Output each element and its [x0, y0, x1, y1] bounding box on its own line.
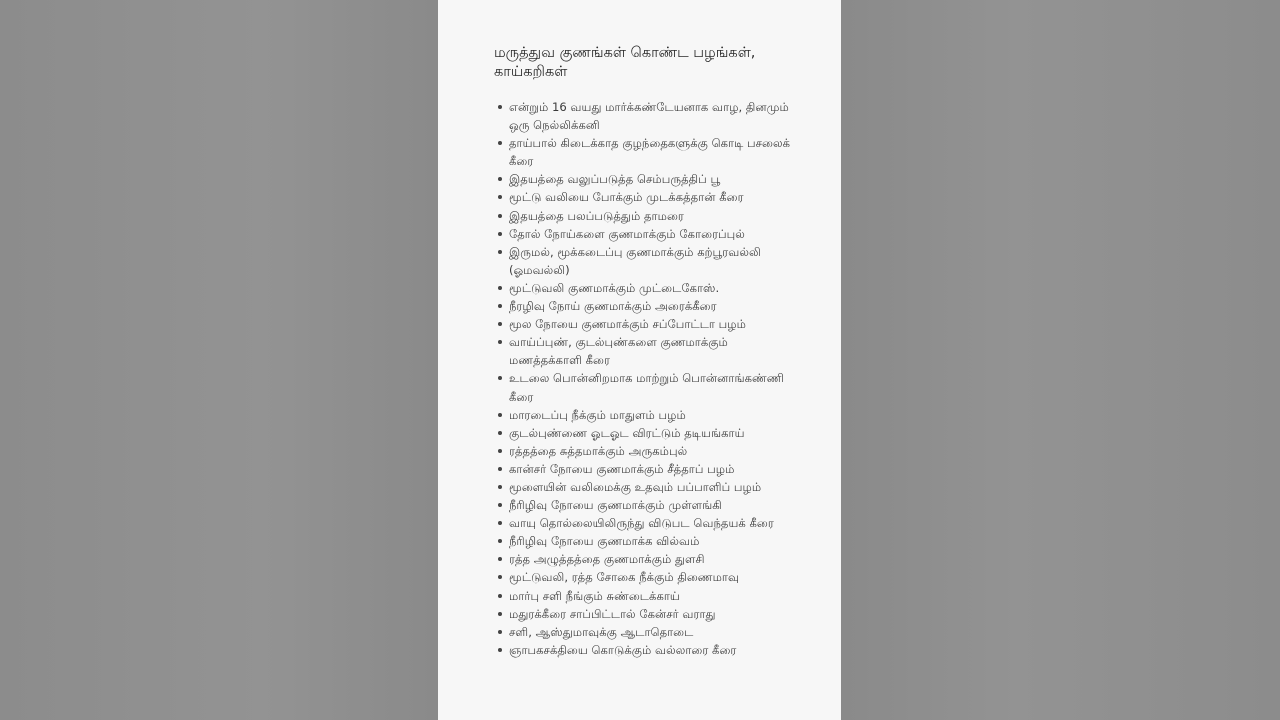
bullet-icon: [498, 286, 502, 290]
list-item-text: குடல்புண்ணை ஓடஓட விரட்டும் தடியங்காய்: [509, 425, 745, 440]
list-item: [496, 424, 796, 442]
list-item-text: நீரிழிவு நோயை குணமாக்க வில்வம்: [509, 534, 700, 549]
list-item: [496, 514, 796, 532]
bullet-icon: [498, 105, 502, 109]
list-item: [496, 550, 796, 568]
list-item: [496, 623, 796, 641]
bullet-icon: [498, 557, 502, 561]
list-item-text: மூல நோயை குணமாக்கும் சப்போட்டா பழம்: [509, 317, 746, 332]
bullet-icon: [498, 539, 502, 543]
list-item: [496, 134, 796, 170]
list-item-text: இருமல், மூக்கடைப்பு குணமாக்கும் கற்பூரவல்லி (ஓமவல்லி): [509, 244, 761, 277]
list-item-text: நீரிழிவு நோயை குணமாக்கும் முள்ளங்கி: [509, 498, 722, 513]
list-item-text: நீரழிவு நோய் குணமாக்கும் அரைக்கீரை: [509, 299, 717, 314]
bullet-icon: [498, 195, 502, 199]
list-item: [496, 297, 796, 315]
bullet-icon: [498, 232, 502, 236]
list-item: [496, 587, 796, 605]
bullet-icon: [498, 250, 502, 254]
list-item: [496, 98, 796, 134]
list-item: [496, 225, 796, 243]
list-item: [496, 406, 796, 424]
list-item-text: மாரடைப்பு நீக்கும் மாதுளம் பழம்: [509, 407, 686, 422]
bullet-icon: [498, 413, 502, 417]
blurred-background-left: [0, 0, 438, 720]
list-item: [496, 442, 796, 460]
list-item-text: வாயு தொல்லையிலிருந்து விடுபட வெந்தயக் கீரை: [509, 516, 774, 531]
list-item: [496, 641, 796, 659]
list-item-text: ரத்த அழுத்தத்தை குணமாக்கும் துளசி: [509, 552, 705, 567]
list-item-text: ரத்தத்தை சுத்தமாக்கும் அருகம்புல்: [509, 443, 688, 458]
list-item: [496, 188, 796, 206]
bullet-icon: [498, 467, 502, 471]
blurred-background-right: [841, 0, 1280, 720]
bullet-icon: [498, 322, 502, 326]
list-item: [496, 478, 796, 496]
bullet-icon: [498, 340, 502, 344]
list-item-text: உடலை பொன்னிறமாக மாற்றும் பொன்னாங்கண்ணி கீரை: [509, 371, 785, 404]
bullet-icon: [498, 431, 502, 435]
list-item-text: இதயத்தை பலப்படுத்தும் தாமரை: [509, 208, 684, 223]
list-item-text: மூளையின் வலிமைக்கு உதவும் பப்பாளிப் பழம்: [509, 479, 762, 494]
bullet-icon: [498, 376, 502, 380]
bullet-icon: [498, 503, 502, 507]
list-item-text: என்றும் 16 வயது மார்க்கண்டேயனாக வாழ, தினமும் ஒரு நெல்லிக்கனி: [509, 100, 789, 133]
remedy-list: [496, 98, 796, 659]
list-item-text: இதயத்தை வலுப்படுத்த செம்பருத்திப் பூ: [509, 172, 721, 187]
list-item: [496, 605, 796, 623]
list-item: [496, 568, 796, 586]
list-item-text: மார்பு சளி நீங்கும் சுண்டைக்காய்: [509, 588, 680, 603]
bullet-icon: [498, 141, 502, 145]
document-page: [438, 0, 841, 720]
list-item-text: சளி, ஆஸ்துமாவுக்கு ஆடாதொடை: [509, 624, 694, 639]
list-item: [496, 170, 796, 188]
list-item-text: மூட்டு வலியை போக்கும் முடக்கத்தான் கீரை: [509, 190, 744, 205]
bullet-icon: [498, 630, 502, 634]
list-item: [496, 369, 796, 405]
bullet-icon: [498, 304, 502, 308]
list-item: [496, 207, 796, 225]
list-item-text: மதுரக்கீரை சாப்பிட்டால் கேன்சர் வராது: [509, 606, 716, 621]
list-item: [496, 279, 796, 297]
bullet-icon: [498, 594, 502, 598]
bullet-icon: [498, 521, 502, 525]
list-item-text: மூட்டுவலி, ரத்த சோகை நீக்கும் திணைமாவு: [509, 570, 740, 585]
list-item: [496, 460, 796, 478]
bullet-icon: [498, 449, 502, 453]
list-item-text: ஞாபகசக்தியை கொடுக்கும் வல்லாரை கீரை: [509, 642, 737, 657]
list-item-text: கான்சர் நோயை குணமாக்கும் சீத்தாப் பழம்: [509, 461, 735, 476]
list-item: [496, 243, 796, 279]
list-item: [496, 532, 796, 550]
list-item: [496, 315, 796, 333]
bullet-icon: [498, 575, 502, 579]
list-item-text: தாய்பால் கிடைக்காத குழந்தைகளுக்கு கொடி பசலைக் கீரை: [509, 136, 791, 169]
list-item-text: தோல் நோய்களை குணமாக்கும் கோரைப்புல்: [509, 226, 745, 241]
page-title: மருத்துவ குணங்கள் கொண்ட பழங்கள், காய்கறிகள்: [494, 45, 756, 80]
bullet-icon: [498, 214, 502, 218]
list-item-text: மூட்டுவலி குணமாக்கும் முட்டைகோஸ்.: [509, 280, 720, 295]
bullet-icon: [498, 648, 502, 652]
bullet-icon: [498, 177, 502, 181]
list-item: [496, 496, 796, 514]
bullet-icon: [498, 485, 502, 489]
bullet-icon: [498, 612, 502, 616]
list-item: [496, 333, 796, 369]
list-item-text: வாய்ப்புண், குடல்புண்களை குணமாக்கும் மணத்தக்காளி கீரை: [509, 335, 728, 368]
